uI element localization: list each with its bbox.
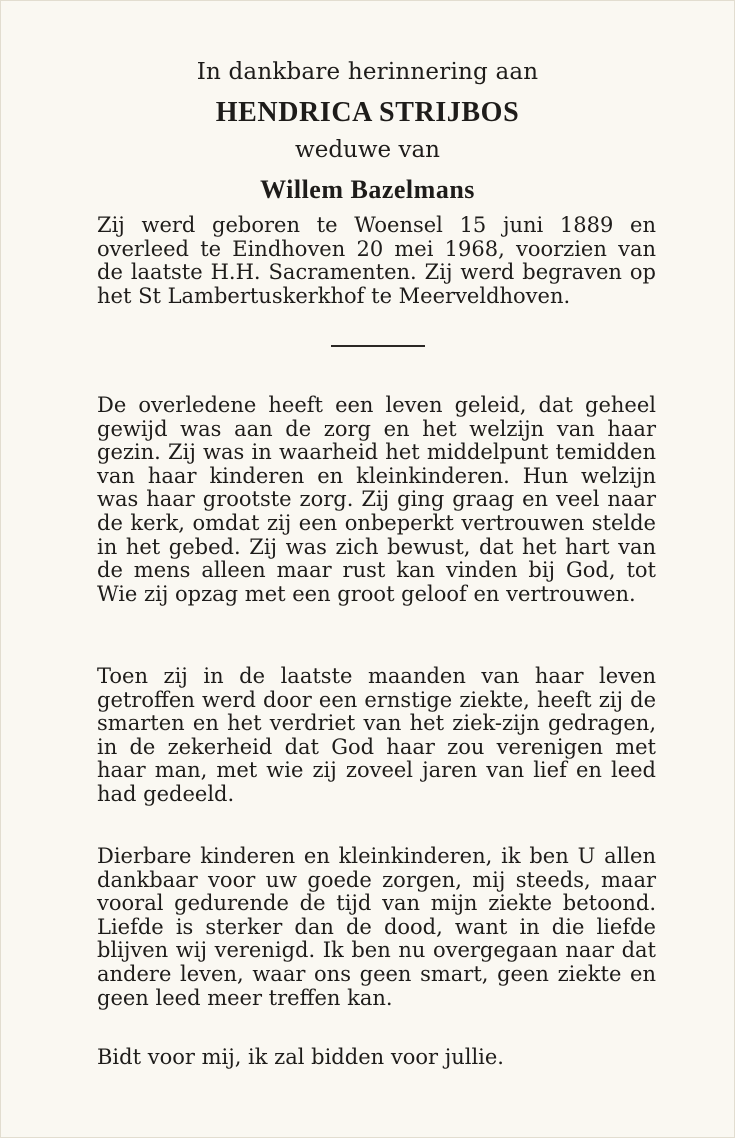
paragraph-life: De overledene heeft een leven geleid, dat geheel gewijd was aan de zorg en het welzijn van haar gezin. Zij was in waarheid het middelpunt temidden van haar kinderen en kleinkinderen. Hun welzijn was haar grootste zorg. Zij ging graag en veel naar de kerk, omdat zij een onbeperkt vertrouwen stelde in het gebed. Zij was zich bewust, dat het hart van de mens alleen maar rust kan vinden bij God, tot Wie zij opzag met een groot geloof en vertrouwen. [97,393,656,606]
biography-text: Zij werd geboren te Woensel 15 juni 1889 en overleed te Eindhoven 20 mei 1968, voorzien van de laatste H.H. Sacramenten. Zij werd begraven op het St Lambertuskerkhof te Meerveldhoven. [97,213,656,308]
closing-prayer: Bidt voor mij, ik zal bidden voor jullie. [97,1045,504,1069]
intro-line: In dankbare herinnering aan [196,59,539,85]
husband-name: Willem Bazelmans [260,175,475,204]
divider-rule [331,345,425,347]
paragraph-farewell: Dierbare kinderen en kleinkinderen, ik ben U allen dankbaar voor uw goede zorgen, mij steeds, maar vooral gedurende de tijd van mijn ziekte betoond. Liefde is sterker dan de dood, want in die liefde blijven wij verenigd. Ik ben nu overgegaan naar dat andere leven, waar ons geen smart, geen ziekte en geen leed meer treffen kan. [97,844,656,1010]
deceased-name: HENDRICA STRIJBOS [215,97,520,128]
widow-of-line: weduwe van [295,137,440,163]
paragraph-illness: Toen zij in de laatste maanden van haar leven getroffen werd door een ernstige ziekte, heeft zij de smarten en het verdriet van het ziek-zijn gedragen, in de zekerheid dat God haar zou verenigen met haar man, met wie zij zoveel jaren van lief en leed had gedeeld. [97,664,656,806]
